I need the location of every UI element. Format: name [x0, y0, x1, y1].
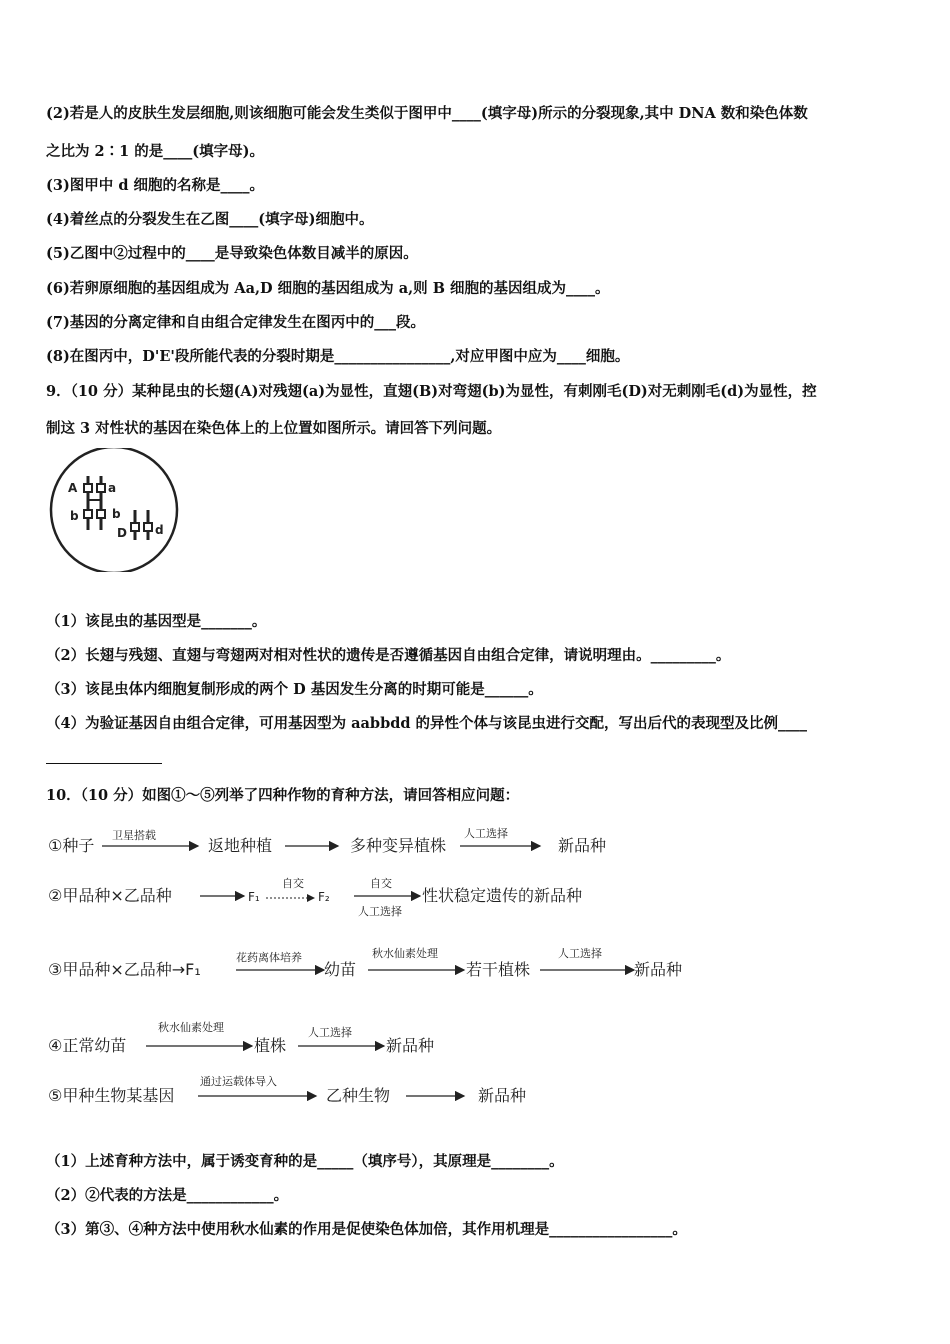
gene-label-a: a [108, 481, 117, 495]
flow3-arrow3-label: 人工选择 [558, 947, 602, 960]
q9-item-1: （1）该昆虫的基因型是_______。 [46, 613, 267, 630]
flow2-arrow3-bottom-label: 人工选择 [358, 905, 402, 918]
flow1-end: 新品种 [558, 836, 607, 855]
flow5-end: 新品种 [478, 1086, 527, 1105]
flow3-start: ③甲品种×乙品种→F₁ [48, 960, 201, 979]
q9-item-4: （4）为验证基因自由组合定律，可用基因型为 aabbdd 的异性个体与该昆虫进行交配，写出后代的表现型及比例____ [46, 715, 808, 732]
q10-header: 10．（10 分）如图①～⑤列举了四种作物的育种方法，请回答相应问题： [46, 787, 520, 804]
flow2-f1: F₁ [248, 890, 260, 904]
flow2-arrow2-label: 自交 [282, 877, 304, 890]
q10-item-2: （2）②代表的方法是____________。 [46, 1187, 289, 1204]
flow5-start: ⑤甲种生物某基因 [48, 1086, 175, 1105]
flow1-mid2: 多种变异植株 [350, 836, 447, 855]
q8-line-5: (5)乙图中②过程中的____是导致染色体数目减半的原因。 [46, 245, 418, 262]
q10-item-1: （1）上述育种方法中，属于诱变育种的是_____（填序号），其原理是________。 [46, 1153, 564, 1170]
flow2-arrow3-top-label: 自交 [370, 877, 392, 890]
q8-line-2a: (2)若是人的皮肤生发层细胞,则该细胞可能会发生类似于图甲中____(填字母)所示的分裂现象,其中 DNA 数和染色体数 [46, 105, 808, 122]
flow1-arrow1-label: 卫星搭载 [112, 829, 156, 842]
breeding-flow-diagram [40, 815, 740, 1115]
q8-line-7: (7)基因的分离定律和自由组合定律发生在图丙中的___段。 [46, 314, 426, 331]
q10-item-3: （3）第③、④种方法中使用秋水仙素的作用是促使染色体加倍，其作用机理是_________________。 [46, 1221, 687, 1238]
flow4-arrow1-label: 秋水仙素处理 [158, 1021, 224, 1034]
flow1-start: ①种子 [48, 836, 95, 855]
flow2-f2: F₂ [318, 890, 330, 904]
chromosome-figure [48, 448, 182, 572]
flow4-start: ④正常幼苗 [48, 1036, 127, 1055]
flow1-arrow3-label: 人工选择 [464, 827, 508, 840]
flow3-end: 新品种 [634, 960, 683, 979]
gene-label-A: A [68, 481, 78, 495]
flow3-mid2: 若干植株 [466, 960, 531, 979]
flow2-start: ②甲品种×乙品种 [48, 886, 172, 905]
gene-label-D: D [117, 526, 127, 540]
flow3-mid1: 幼苗 [324, 960, 357, 979]
flow5-mid1: 乙种生物 [326, 1086, 391, 1105]
q9-header-line2: 制这 3 对性状的基因在染色体上的上位置如图所示。请回答下列问题。 [46, 420, 502, 437]
gene-label-b-right: b [112, 507, 121, 521]
flow3-arrow2-label: 秋水仙素处理 [372, 947, 438, 960]
q9-item-3: （3）该昆虫体内细胞复制形成的两个 D 基因发生分离的时期可能是______。 [46, 681, 543, 698]
q9-header-line1: 9．（10 分）某种昆虫的长翅(A)对残翅(a)为显性，直翅(B)对弯翅(b)为显性，有刺刚毛(D)对无刺刚毛(d)为显性，控 [46, 383, 817, 400]
flow3-arrow1-label: 花药离体培养 [236, 951, 302, 964]
q8-line-8: (8)在图丙中，D'E'段所能代表的分裂时期是________________,对应甲图中应为____细胞。 [46, 348, 630, 365]
flow4-arrow2-label: 人工选择 [308, 1026, 352, 1039]
flow4-end: 新品种 [386, 1036, 435, 1055]
q9-answer-blank [46, 763, 162, 764]
flow1-mid1: 返地种植 [208, 836, 273, 855]
flow5-arrow1-label: 通过运载体导入 [200, 1075, 277, 1088]
gene-label-b-left: b [70, 509, 79, 523]
q8-line-6: (6)若卵原细胞的基因组成为 Aa,D 细胞的基因组成为 a,则 B 细胞的基因组成为____。 [46, 280, 610, 297]
q8-line-3: (3)图甲中 d 细胞的名称是____。 [46, 177, 265, 194]
gene-label-d: d [155, 523, 164, 537]
flow2-end: 性状稳定遗传的新品种 [422, 886, 583, 905]
flow4-mid1: 植株 [254, 1036, 287, 1055]
q8-line-4: (4)着丝点的分裂发生在乙图____(填字母)细胞中。 [46, 211, 374, 228]
q8-line-2b: 之比为 2∶1 的是____(填字母)。 [46, 143, 264, 160]
q9-item-2: （2）长翅与残翅、直翅与弯翅两对相对性状的遗传是否遵循基因自由组合定律，请说明理由。_________。 [46, 647, 731, 664]
